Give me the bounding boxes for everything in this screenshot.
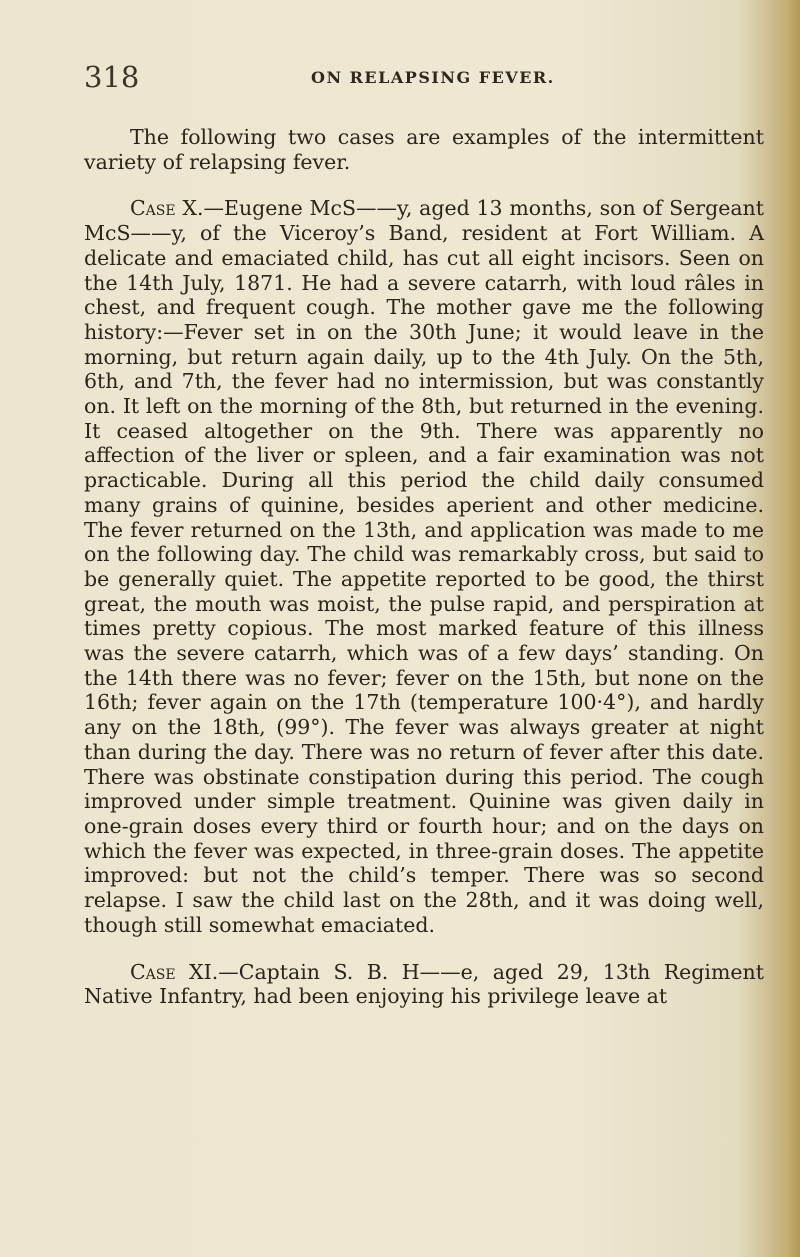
case-xi-heading: Case XI.	[130, 959, 219, 984]
case-xi-paragraph	[84, 960, 764, 1009]
page-header	[84, 60, 764, 100]
case-x-heading: Case X.	[130, 196, 204, 221]
page-edge-shadow	[768, 0, 800, 1257]
case-x-body: —Eugene McS——y, aged 13 months, son of Sergeant McS——y, of the Viceroy’s Band, resident at Fort William. A delicate and emaciated child, has cut all eight incisors. Seen on the 14th July, 1871. He had a severe catarrh, with loud râles in chest, and frequent cough. The mother gave me the following history:—Fever set in on the 30th June; it would leave in the morning, but return again daily, up to the 4th July. On the 5th, 6th, and 7th, the fever had no intermission, but was constantly on. It left on the morning of the 8th, but returned in the evening. It ceased altogether on the 9th. There was apparently no affection of the liver or spleen, and a fair examination was not practicable. During all this period the child daily consumed many grains of quinine, besides aperient and other medicine. The fever returned on the 13th, and application was made to me on the following day. The child was remarkably cross, but said to be generally quiet. The appetite reported to be good, the thirst great, the mouth was moist, the pulse rapid, and perspiration at times pretty copious. The most marked feature of this illness was the severe catarrh, which was of a few days’ standing. On the 14th there was no fever; fever on the 15th, but none on the 16th; fever again on the 17th (temperature 100·4°), and hardly any on the 18th, (99°). The fever was always greater at night than during the day. There was no return of fever after this date. There was obstinate constipation during this period. The cough improved under simple treatment. Quinine was given daily in one-grain doses every third or fourth hour; and on the days on which the fever was expected, in three-grain doses. The appetite improved: but not the child’s temper. There was so second relapse. I saw the child last on the 28th, and it was doing well, though still somewhat emaciated.	[84, 196, 765, 937]
case-x-paragraph	[84, 196, 764, 937]
running-head: ON RELAPSING FEVER.	[311, 68, 555, 87]
page-number: 318	[84, 60, 140, 94]
case-xi-body: —Captain S. B. H——e, aged 29, 13th Regiment Native Infantry, had been enjoying his privilege leave at	[84, 959, 764, 1009]
intro-paragraph: The following two cases are examples of the intermittent variety of relapsing fever.	[84, 125, 764, 174]
body-text	[84, 125, 764, 1009]
